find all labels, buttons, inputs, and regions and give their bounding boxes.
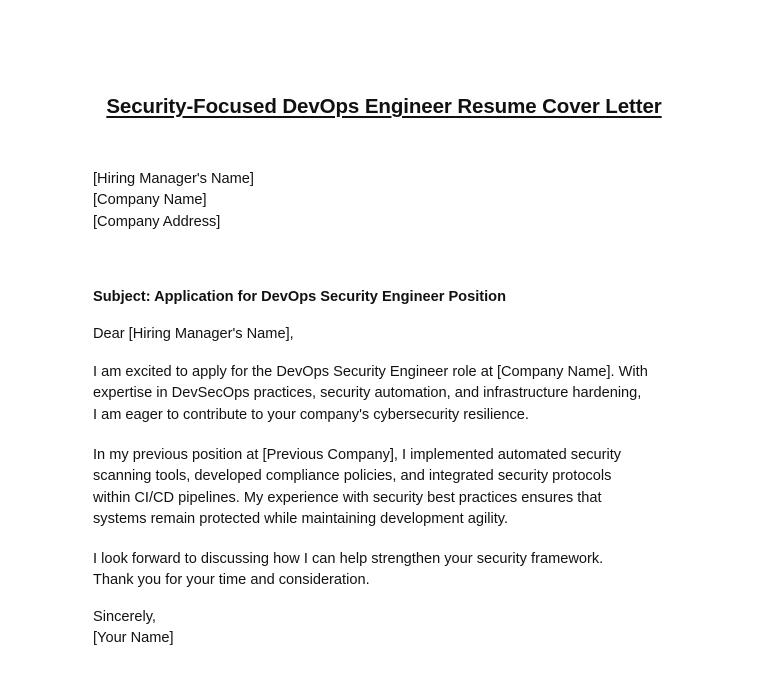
signoff-block [93,607,713,650]
recipient-address-block [93,169,713,233]
paragraph-line: within CI/CD pipelines. My experience with security best practices ensures that [93,489,602,506]
signature-name: [Your Name] [93,630,174,647]
recipient-company: [Company Name] [93,192,207,209]
paragraph-line: expertise in DevSecOps practices, security automation, and infrastructure hardening, [93,385,642,402]
body-paragraph-closing [93,549,713,592]
paragraph-line: I am excited to apply for the DevOps Security Engineer role at [Company Name]. With [93,364,648,380]
recipient-address: [Company Address] [93,213,221,230]
paragraph-line: systems remain protected while maintaining development agility. [93,510,509,527]
recipient-name: [Hiring Manager's Name] [93,171,254,187]
salutation: Dear [Hiring Manager's Name], [93,326,294,342]
closing-phrase: Sincerely, [93,609,156,625]
body-paragraph-experience [93,445,713,530]
subject-line: Subject: Application for DevOps Security Engineer Position [93,289,507,305]
paragraph-line: scanning tools, developed compliance policies, and integrated security protocols [93,468,612,485]
paragraph-line: I am eager to contribute to your company's cybersecurity resilience. [93,406,529,423]
document-title: Security-Focused DevOps Engineer Resume Cover Letter [106,95,662,118]
paragraph-line: Thank you for your time and consideration. [93,572,370,589]
body-paragraph-intro [93,362,713,426]
paragraph-line: In my previous position at [Previous Company], I implemented automated security [93,447,622,463]
paragraph-line: I look forward to discussing how I can help strengthen your security framework. [93,551,604,567]
